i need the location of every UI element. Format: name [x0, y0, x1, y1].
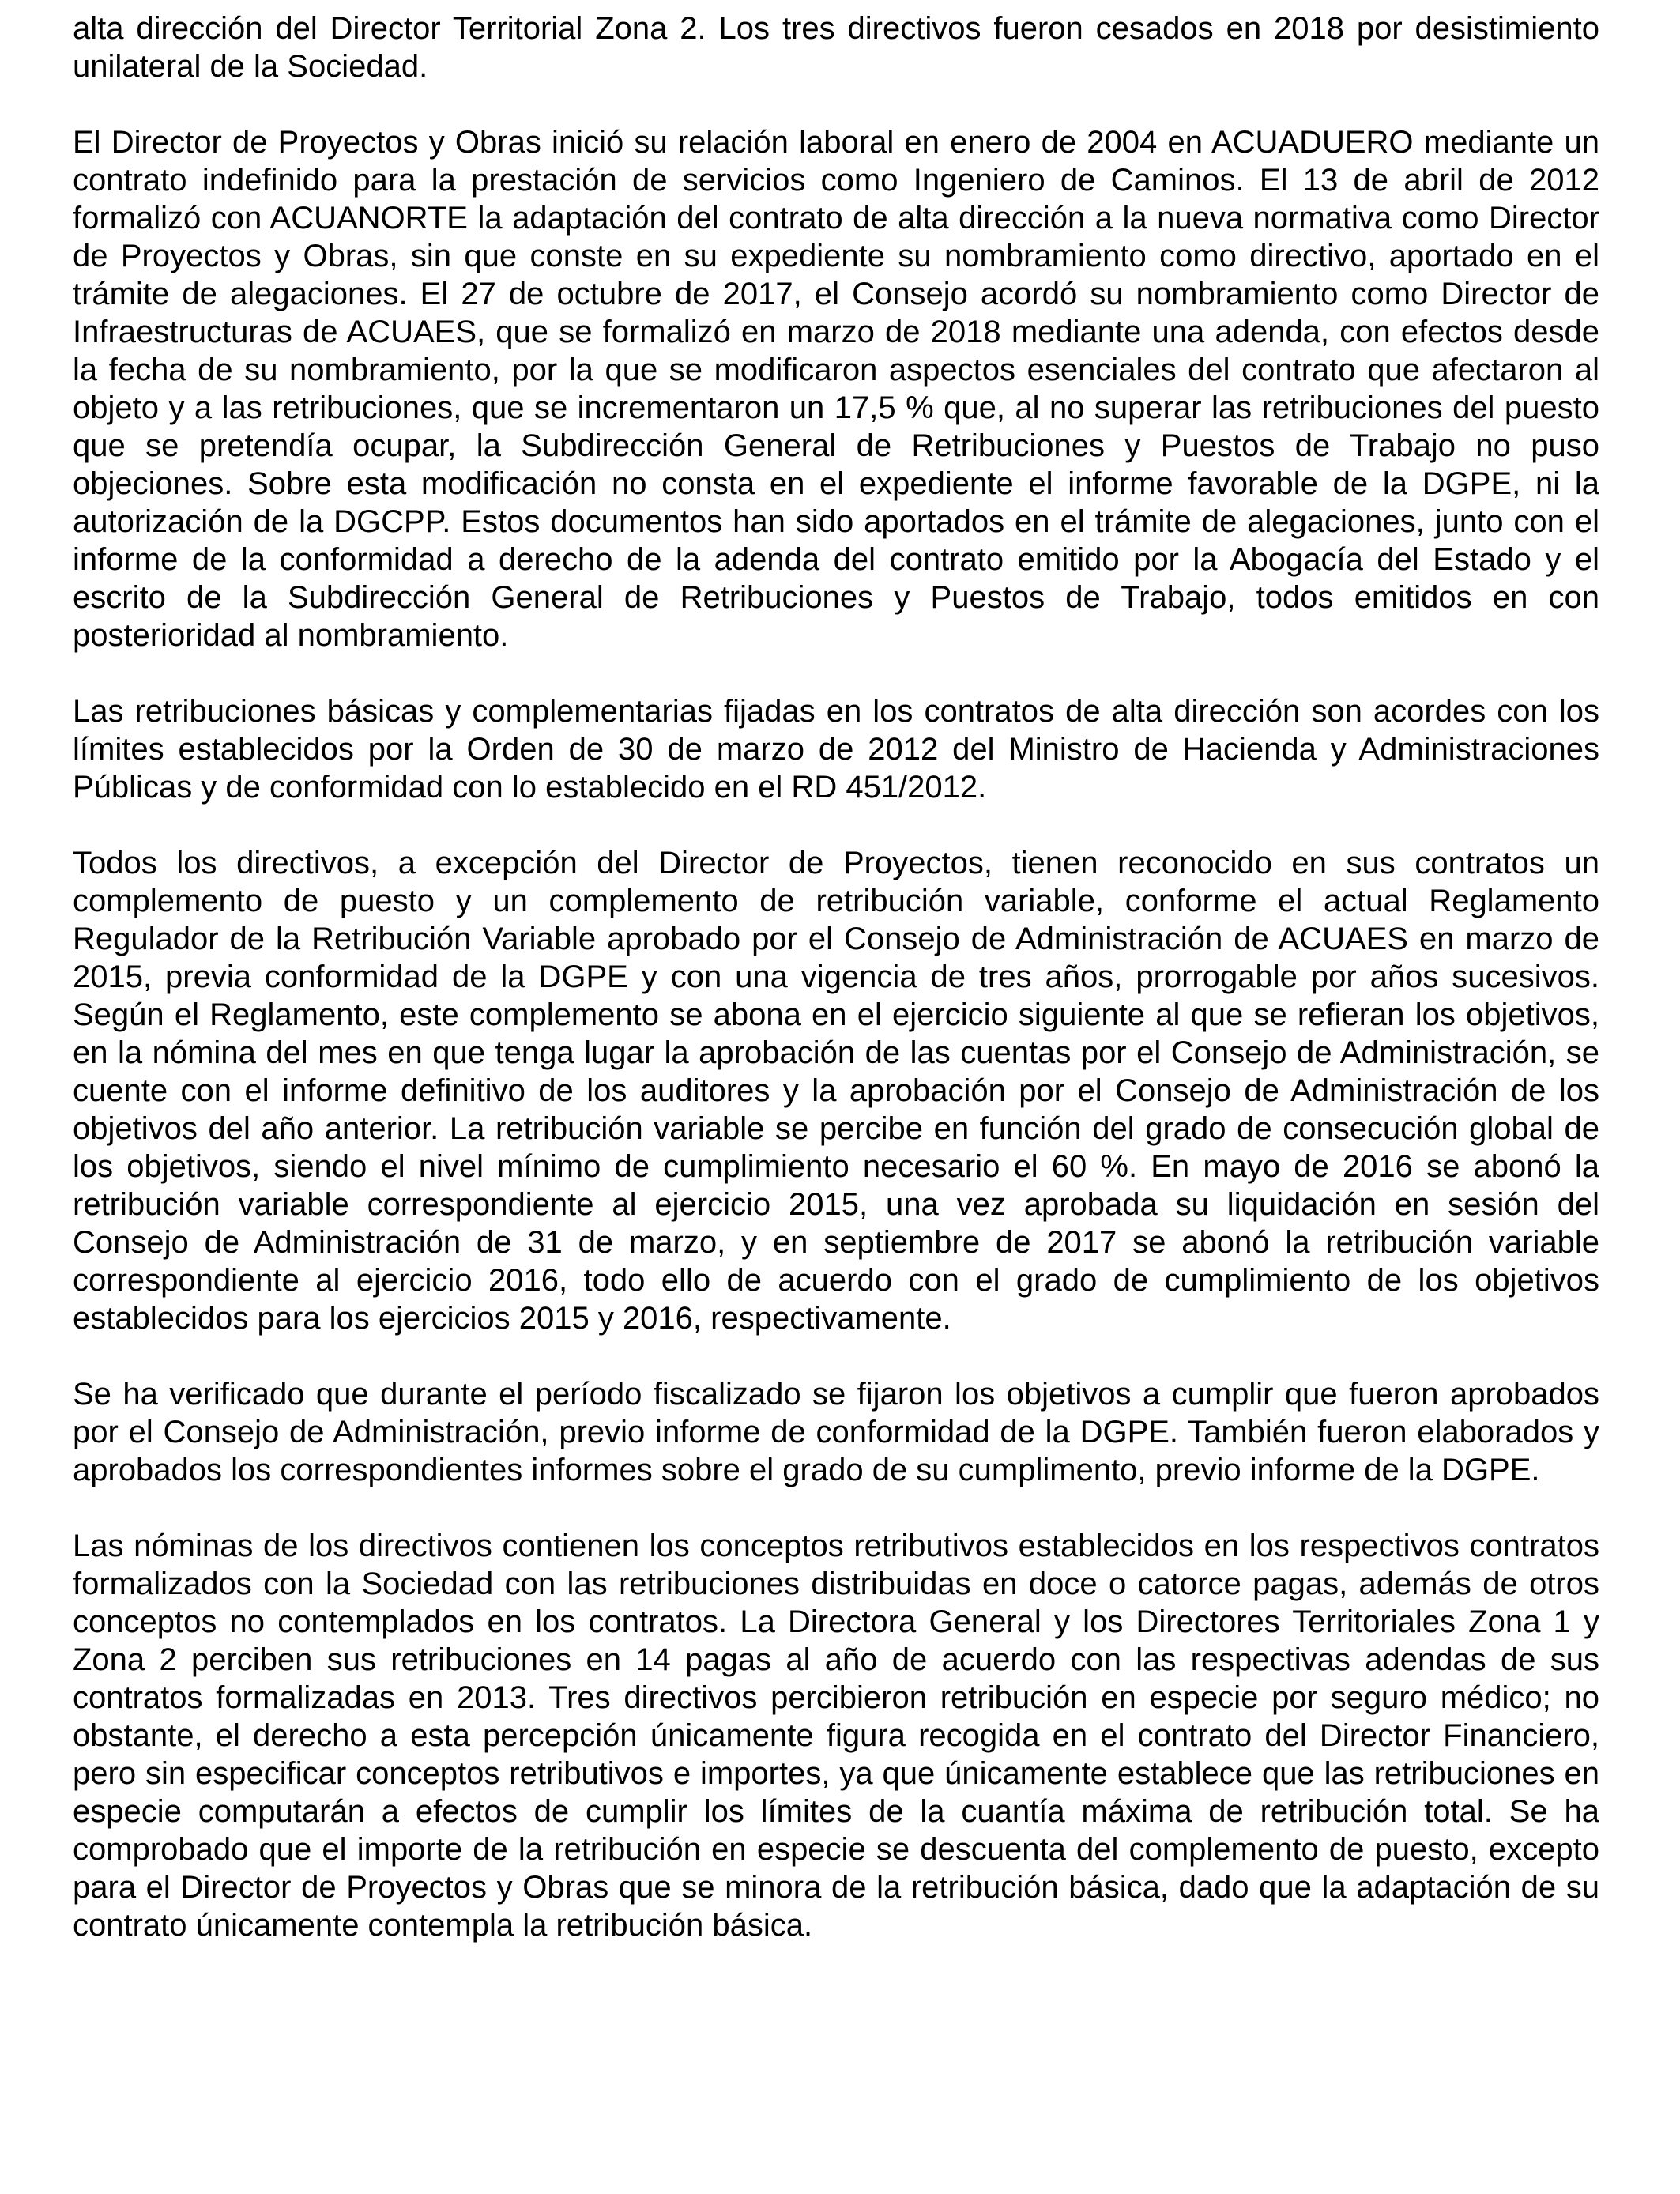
paragraph-retribuciones-basicas: Las retribuciones básicas y complementarias fijadas en los contratos de alta dirección son acordes con los límites establecidos por la Orden de 30 de marzo de 2012 del Ministro de Hacienda y Administraciones Públicas y de conformidad con lo establecido en el RD 451/2012. — [73, 694, 1599, 805]
paragraph-nominas: Las nóminas de los directivos contienen los conceptos retributivos establecidos en los respectivos contratos formalizados con la Sociedad con las retribuciones distribuidas en doce o catorce pagas, además de otros conceptos no contemplados en los contratos. La Directora General y los Directores Territoriales Zona 1 y Zona 2 perciben sus retribuciones en 14 pagas al año de acuerdo con las respectivas adendas de sus contratos formalizadas en 2013. Tres directivos percibieron retribución en especie por seguro médico; no obstante, el derecho a esta percepción únicamente figura recogida en el contrato del Director Financiero, pero sin especificar conceptos retributivos e importes, ya que únicamente establece que las retribuciones en especie computarán a efectos de cumplir los límites de la cuantía máxima de retribución total. Se ha comprobado que el importe de la retribución en especie se descuenta del complemento de puesto, excepto para el Director de Proyectos y Obras que se minora de la retribución básica, dado que la adaptación de su contrato únicamente contempla la retribución básica. — [73, 1529, 1599, 1943]
document-page — [73, 9, 1599, 1944]
paragraph-retribucion-variable: Todos los directivos, a excepción del Director de Proyectos, tienen reconocido en sus contratos un complemento de puesto y un complemento de retribución variable, conforme el actual Reglamento Regulador de la Retribución Variable aprobado por el Consejo de Administración de ACUAES en marzo de 2015, previa conformidad de la DGPE y con una vigencia de tres años, prorrogable por años sucesivos. Según el Reglamento, este complemento se abona en el ejercicio siguiente al que se refieran los objetivos, en la nómina del mes en que tenga lugar la aprobación de las cuentas por el Consejo de Administración, se cuente con el informe definitivo de los auditores y la aprobación por el Consejo de Administración de los objetivos del año anterior. La retribución variable se percibe en función del grado de consecución global de los objetivos, siendo el nivel mínimo de cumplimiento necesario el 60 %. En mayo de 2016 se abonó la retribución variable correspondiente al ejercicio 2015, una vez aprobada su liquidación en sesión del Consejo de Administración de 31 de marzo, y en septiembre de 2017 se abonó la retribución variable correspondiente al ejercicio 2016, todo ello de acuerdo con el grado de cumplimiento de los objetivos establecidos para los ejercicios 2015 y 2016, respectivamente. — [73, 846, 1599, 1336]
paragraph-director-proyectos: El Director de Proyectos y Obras inició su relación laboral en enero de 2004 en ACUADUERO mediante un contrato indefinido para la prestación de servicios como Ingeniero de Caminos. El 13 de abril de 2012 formalizó con ACUANORTE la adaptación del contrato de alta dirección a la nueva normativa como Director de Proyectos y Obras, sin que conste en su expediente su nombramiento como directivo, aportado en el trámite de alegaciones. El 27 de octubre de 2017, el Consejo acordó su nombramiento como Director de Infraestructuras de ACUAES, que se formalizó en marzo de 2018 mediante una adenda, con efectos desde la fecha de su nombramiento, por la que se modificaron aspectos esenciales del contrato que afectaron al objeto y a las retribuciones, que se incrementaron un 17,5 % que, al no superar las retribuciones del puesto que se pretendía ocupar, la Subdirección General de Retribuciones y Puestos de Trabajo no puso objeciones. Sobre esta modificación no consta en el expediente el informe favorable de la DGPE, ni la autorización de la DGCPP. Estos documentos han sido aportados en el trámite de alegaciones, junto con el informe de la conformidad a derecho de la adenda del contrato emitido por la Abogacía del Estado y el escrito de la Subdirección General de Retribuciones y Puestos de Trabajo, todos emitidos en con posterioridad al nombramiento. — [73, 125, 1599, 653]
paragraph-cessation: alta dirección del Director Territorial Zona 2. Los tres directivos fueron cesados en 2018 por desistimiento unilateral de la Sociedad. — [73, 11, 1599, 84]
paragraph-objetivos: Se ha verificado que durante el período fiscalizado se fijaron los objetivos a cumplir que fueron aprobados por el Consejo de Administración, previo informe de conformidad de la DGPE. También fueron elaborados y aprobados los correspondientes informes sobre el grado de su cumplimento, previo informe de la DGPE. — [73, 1377, 1599, 1487]
